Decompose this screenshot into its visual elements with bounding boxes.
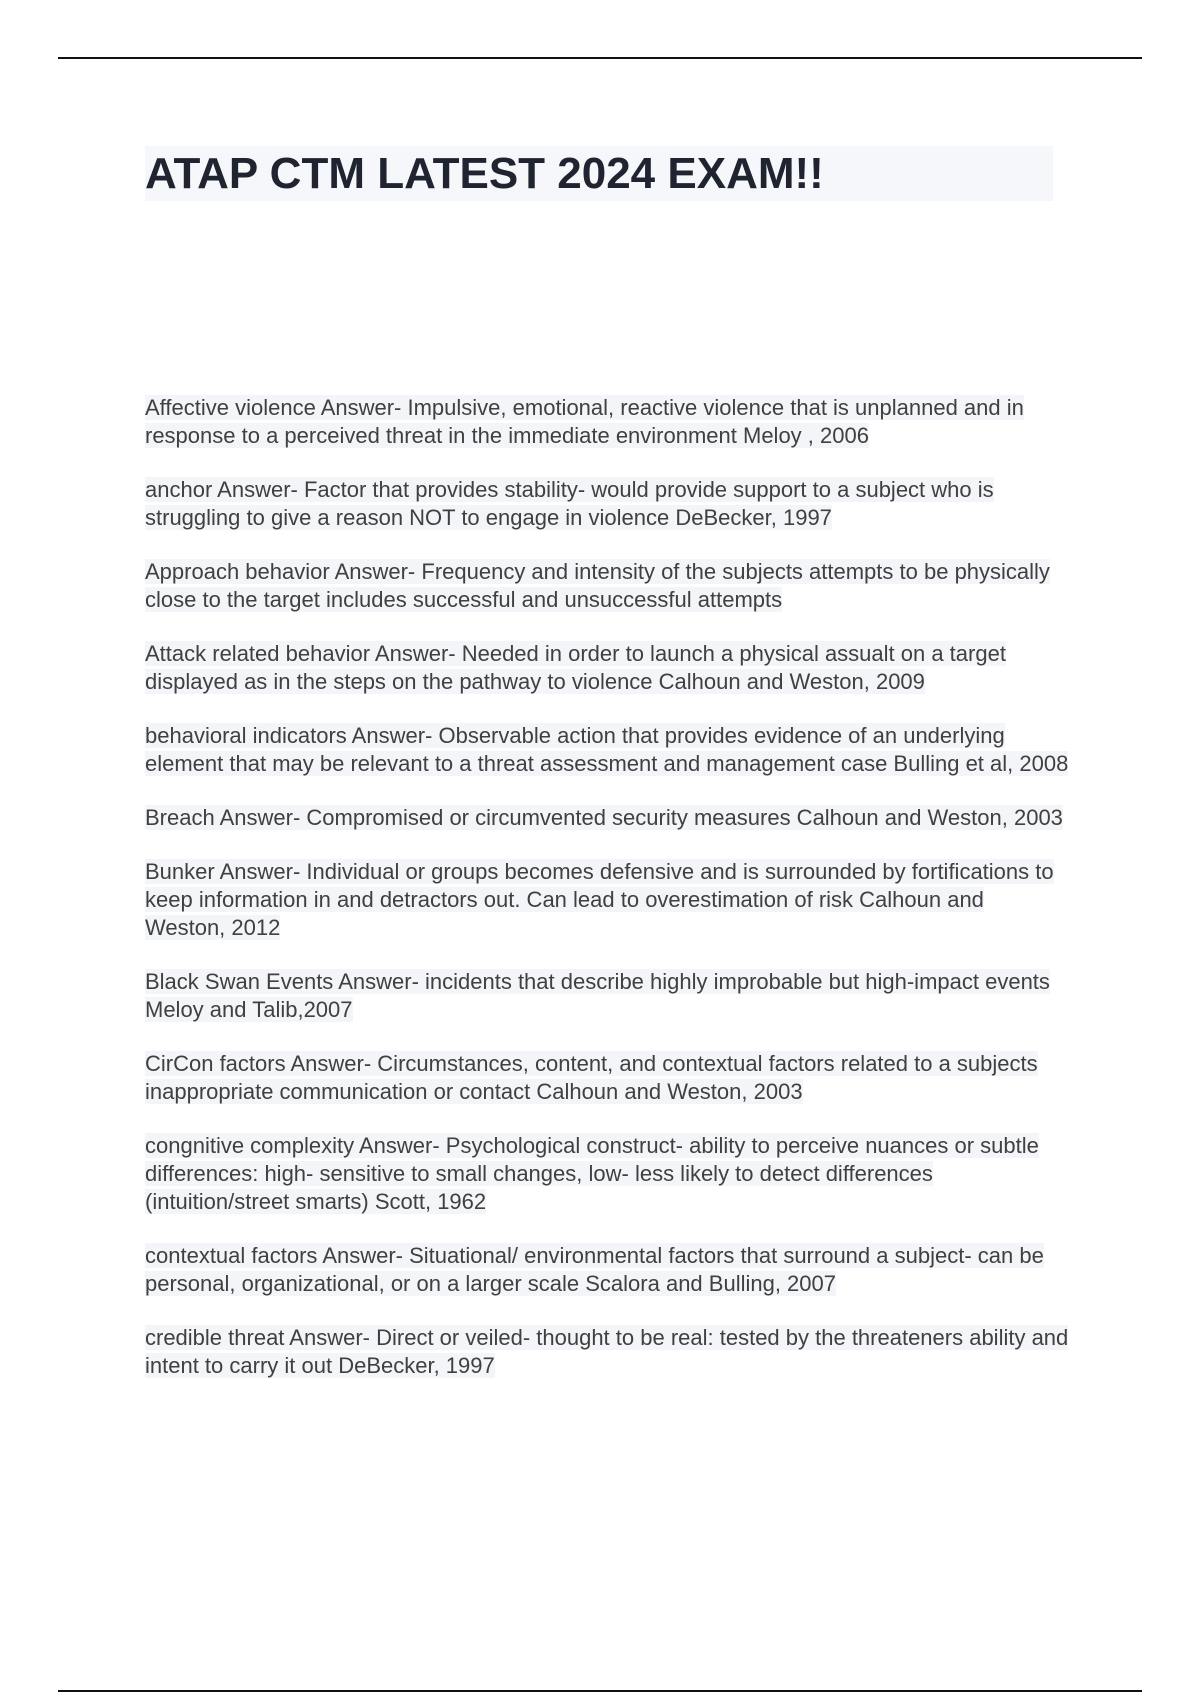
title-block bbox=[145, 146, 1053, 201]
document-title: ATAP CTM LATEST 2024 EXAM!! bbox=[145, 149, 824, 198]
entry-approach-behavior: Approach behavior Answer- Frequency and intensity of the subjects attempts to be physically close to the target includes successful and unsuccessful attempts bbox=[145, 559, 1050, 612]
entry-behavioral-indicators: behavioral indicators Answer- Observable action that provides evidence of an underlying element that may be relevant to a threat assessment and management case Bulling et al, 2008 bbox=[145, 723, 1069, 776]
entry-affective-violence: Affective violence Answer- Impulsive, emotional, reactive violence that is unplanned and in response to a perceived threat in the immediate environment Meloy , 2006 bbox=[145, 395, 1024, 448]
entry-bunker: Bunker Answer- Individual or groups becomes defensive and is surrounded by fortifications to keep information in and detractors out. Can lead to overestimation of risk Calhoun and Weston, 2012 bbox=[145, 859, 1054, 940]
entry-credible-threat: credible threat Answer- Direct or veiled- thought to be real: tested by the threateners ability and intent to carry it out DeBecker, 1997 bbox=[145, 1325, 1069, 1378]
entry-anchor: anchor Answer- Factor that provides stability- would provide support to a subject who is struggling to give a reason NOT to engage in violence DeBecker, 1997 bbox=[145, 477, 994, 530]
top-rule bbox=[58, 57, 1142, 59]
entry-contextual-factors: contextual factors Answer- Situational/ environmental factors that surround a subject- can be personal, organizational, or on a larger scale Scalora and Bulling, 2007 bbox=[145, 1243, 1044, 1296]
bottom-rule bbox=[58, 1690, 1142, 1692]
entry-black-swan-events: Black Swan Events Answer- incidents that describe highly improbable but high-impact events Meloy and Talib,2007 bbox=[145, 969, 1050, 1022]
entry-circon-factors: CirCon factors Answer- Circumstances, content, and contextual factors related to a subjects inappropriate communication or contact Calhoun and Weston, 2003 bbox=[145, 1051, 1038, 1104]
entry-cognitive-complexity: congnitive complexity Answer- Psychological construct- ability to perceive nuances or subtle differences: high- sensitive to small changes, low- less likely to detect differences (intuition/street smarts) Scott, 1962 bbox=[145, 1133, 1039, 1214]
entry-breach: Breach Answer- Compromised or circumvented security measures Calhoun and Weston, 2003 bbox=[145, 805, 1063, 830]
entry-attack-related-behavior: Attack related behavior Answer- Needed in order to launch a physical assualt on a target displayed as in the steps on the pathway to violence Calhoun and Weston, 2009 bbox=[145, 641, 1006, 694]
entry-list bbox=[145, 394, 1070, 1406]
